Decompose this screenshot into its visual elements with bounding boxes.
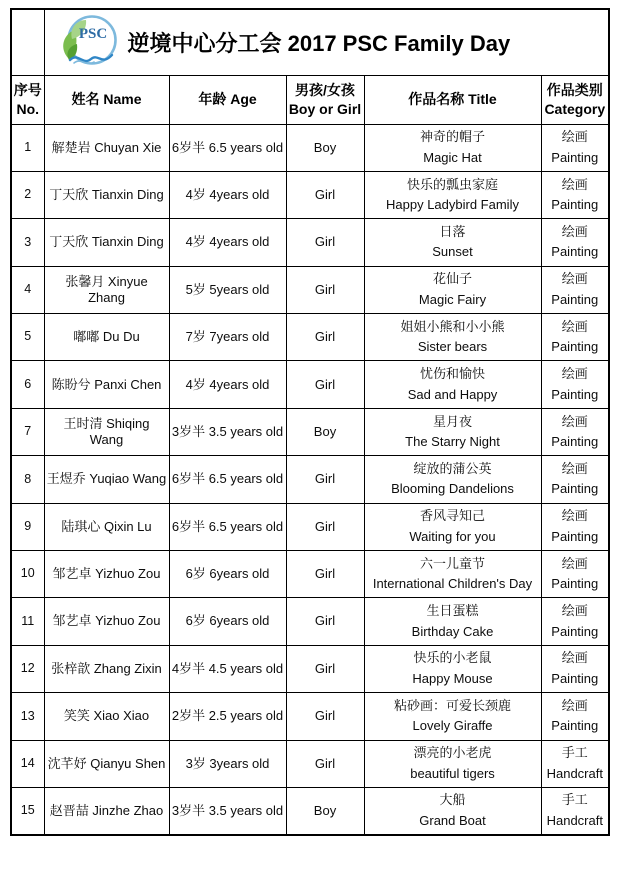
cell-gender: Girl xyxy=(286,598,364,645)
cell-category-line: 绘画 xyxy=(561,223,588,239)
cell-category-line: 绘画 xyxy=(561,129,588,145)
cell-age: 3岁半 3.5 years old xyxy=(169,408,286,455)
table-row xyxy=(11,551,609,598)
cell-category-line: Handcraft xyxy=(546,765,603,781)
cell-title-line: Sad and Happy xyxy=(407,386,498,402)
cell-category-line: 绘画 xyxy=(561,508,588,524)
cell-no: 3 xyxy=(11,219,44,266)
cell-title-line: 六一儿童节 xyxy=(419,555,485,571)
cell-age: 6岁 6years old xyxy=(169,598,286,645)
cell-no: 13 xyxy=(11,693,44,740)
cell-no: 14 xyxy=(11,740,44,787)
cell-category-line: Painting xyxy=(551,434,599,450)
cell-no: 6 xyxy=(11,361,44,408)
cell-title-line: 粘砂画：可爱长颈鹿 xyxy=(393,697,511,713)
table-row xyxy=(11,124,609,171)
table-row xyxy=(11,314,609,361)
cell-title-line: Blooming Dandelions xyxy=(391,481,514,497)
cell-gender: Girl xyxy=(286,361,364,408)
cell-category xyxy=(541,740,609,787)
cell-title xyxy=(364,124,541,171)
table-row xyxy=(11,408,609,455)
cell-category-line: 手工 xyxy=(561,745,588,761)
cell-title xyxy=(364,219,541,266)
cell-title-line: Lovely Giraffe xyxy=(412,718,493,734)
cell-title-line: 神奇的帽子 xyxy=(419,129,485,145)
cell-title-line: 星月夜 xyxy=(432,413,472,429)
cell-category-line: Painting xyxy=(551,718,599,734)
cell-gender: Boy xyxy=(286,787,364,834)
cell-category xyxy=(541,551,609,598)
cell-title-line: 绽放的蒲公英 xyxy=(413,460,492,476)
cell-age: 5岁 5years old xyxy=(169,266,286,313)
cell-title-line: Waiting for you xyxy=(409,528,496,544)
cell-name: 邹艺卓 Yizhuo Zou xyxy=(44,598,169,645)
cell-category-line: 绘画 xyxy=(561,555,588,571)
column-header-line: Category xyxy=(544,100,606,117)
column-header-title xyxy=(364,75,541,124)
cell-age: 6岁半 6.5 years old xyxy=(169,503,286,550)
table-row xyxy=(11,503,609,550)
cell-age: 3岁半 3.5 years old xyxy=(169,787,286,834)
cell-title-line: International Children's Day xyxy=(372,576,533,592)
cell-title xyxy=(364,787,541,834)
cell-title-line: Magic Fairy xyxy=(418,291,487,307)
cell-age: 6岁半 6.5 years old xyxy=(169,456,286,503)
column-header-age xyxy=(169,75,286,124)
cell-gender: Girl xyxy=(286,503,364,550)
cell-no: 12 xyxy=(11,645,44,692)
cell-category-line: Painting xyxy=(551,386,599,402)
cell-category-line: 绘画 xyxy=(561,650,588,666)
cell-title-line: 忧伤和愉快 xyxy=(419,366,485,382)
cell-name: 丁天欣 Tianxin Ding xyxy=(44,171,169,218)
cell-category-line: 手工 xyxy=(561,792,588,808)
cell-title-line: Grand Boat xyxy=(419,812,486,828)
cell-title-line: 日落 xyxy=(439,223,466,239)
column-header-line: 年龄 Age xyxy=(198,91,257,108)
cell-category-line: 绘画 xyxy=(561,176,588,192)
cell-title-line: Happy Mouse xyxy=(412,670,493,686)
cell-no: 7 xyxy=(11,408,44,455)
cell-category-line: 绘画 xyxy=(561,366,588,382)
cell-name: 沈芊妤 Qianyu Shen xyxy=(44,740,169,787)
cell-title xyxy=(364,361,541,408)
table-row xyxy=(11,361,609,408)
table-row xyxy=(11,219,609,266)
title-row-empty-cell xyxy=(11,9,44,75)
column-header-line: No. xyxy=(16,100,40,117)
cell-title-line: 香风寻知己 xyxy=(419,508,485,524)
cell-age: 7岁 7years old xyxy=(169,314,286,361)
table-title-cell xyxy=(44,9,609,75)
family-day-table xyxy=(10,8,610,836)
table-row xyxy=(11,645,609,692)
cell-age: 3岁 3years old xyxy=(169,740,286,787)
column-header-line: Boy or Girl xyxy=(288,100,362,117)
cell-category xyxy=(541,598,609,645)
column-header-gender xyxy=(286,75,364,124)
cell-age: 2岁半 2.5 years old xyxy=(169,693,286,740)
cell-age: 4岁 4years old xyxy=(169,219,286,266)
cell-name: 陈盼兮 Panxi Chen xyxy=(44,361,169,408)
cell-category-line: 绘画 xyxy=(561,413,588,429)
cell-no: 4 xyxy=(11,266,44,313)
header-row xyxy=(11,75,609,124)
cell-no: 2 xyxy=(11,171,44,218)
cell-category xyxy=(541,124,609,171)
column-header-category xyxy=(541,75,609,124)
cell-category-line: Painting xyxy=(551,528,599,544)
cell-gender: Girl xyxy=(286,456,364,503)
cell-category xyxy=(541,693,609,740)
cell-category-line: Painting xyxy=(551,197,599,213)
cell-title-line: 花仙子 xyxy=(432,271,472,287)
table-row xyxy=(11,171,609,218)
column-header-line: 作品类别 xyxy=(546,81,603,98)
cell-name: 丁天欣 Tianxin Ding xyxy=(44,219,169,266)
table-row xyxy=(11,598,609,645)
table-row xyxy=(11,693,609,740)
cell-gender: Girl xyxy=(286,266,364,313)
cell-age: 6岁半 6.5 years old xyxy=(169,124,286,171)
cell-gender: Girl xyxy=(286,645,364,692)
cell-name: 解楚岩 Chuyan Xie xyxy=(44,124,169,171)
cell-category-line: 绘画 xyxy=(561,603,588,619)
column-header-name xyxy=(44,75,169,124)
cell-title-line: beautiful tigers xyxy=(410,765,495,781)
cell-no: 15 xyxy=(11,787,44,834)
table-row xyxy=(11,456,609,503)
cell-no: 8 xyxy=(11,456,44,503)
cell-category xyxy=(541,219,609,266)
column-header-line: 序号 xyxy=(13,81,42,98)
cell-category xyxy=(541,787,609,834)
cell-category-line: 绘画 xyxy=(561,697,588,713)
cell-category xyxy=(541,361,609,408)
column-header-no xyxy=(11,75,44,124)
cell-category-line: 绘画 xyxy=(561,318,588,334)
cell-name: 王煜乔 Yuqiao Wang xyxy=(44,456,169,503)
cell-category-line: 绘画 xyxy=(561,271,588,287)
cell-gender: Girl xyxy=(286,171,364,218)
cell-title xyxy=(364,645,541,692)
cell-title-line: Sister bears xyxy=(417,339,488,355)
cell-age: 4岁半 4.5 years old xyxy=(169,645,286,692)
cell-title xyxy=(364,408,541,455)
cell-title xyxy=(364,314,541,361)
table-row xyxy=(11,787,609,834)
cell-name: 张馨月 Xinyue Zhang xyxy=(44,266,169,313)
cell-title xyxy=(364,503,541,550)
column-header-line: 男孩/女孩 xyxy=(295,81,355,98)
cell-category xyxy=(541,503,609,550)
cell-gender: Girl xyxy=(286,219,364,266)
cell-gender: Boy xyxy=(286,124,364,171)
cell-category-line: Painting xyxy=(551,481,599,497)
cell-category xyxy=(541,408,609,455)
cell-title-line: The Starry Night xyxy=(405,434,500,450)
cell-category-line: Painting xyxy=(551,576,599,592)
cell-title xyxy=(364,456,541,503)
cell-name: 嘟嘟 Du Du xyxy=(44,314,169,361)
cell-category xyxy=(541,266,609,313)
psc-logo-icon xyxy=(57,13,119,71)
cell-category-line: Painting xyxy=(551,670,599,686)
cell-name: 王时清 Shiqing Wang xyxy=(44,408,169,455)
cell-name: 张梓歆 Zhang Zixin xyxy=(44,645,169,692)
cell-title xyxy=(364,598,541,645)
cell-category-line: 绘画 xyxy=(561,460,588,476)
cell-gender: Girl xyxy=(286,551,364,598)
title-row xyxy=(11,9,609,75)
psc-logo-text: PSC xyxy=(78,26,107,43)
table-row xyxy=(11,266,609,313)
cell-category xyxy=(541,456,609,503)
document-title: 逆境中心分工会 2017 PSC Family Day xyxy=(127,30,511,56)
cell-title xyxy=(364,266,541,313)
cell-no: 1 xyxy=(11,124,44,171)
cell-title-line: Happy Ladybird Family xyxy=(386,197,519,213)
cell-category xyxy=(541,314,609,361)
cell-gender: Girl xyxy=(286,314,364,361)
cell-name: 陆琪心 Qixin Lu xyxy=(44,503,169,550)
cell-title-line: 大船 xyxy=(439,792,466,808)
cell-category xyxy=(541,645,609,692)
cell-name: 赵晋喆 Jinzhe Zhao xyxy=(44,787,169,834)
column-header-line: 姓名 Name xyxy=(71,91,142,108)
cell-title-line: Birthday Cake xyxy=(411,623,494,639)
column-header-line: 作品名称 Title xyxy=(408,91,497,108)
cell-category xyxy=(541,171,609,218)
cell-title-line: 快乐的瓢虫家庭 xyxy=(406,176,498,192)
cell-title-line: 漂亮的小老虎 xyxy=(413,745,492,761)
cell-title xyxy=(364,171,541,218)
cell-category-line: Painting xyxy=(551,149,599,165)
cell-title xyxy=(364,740,541,787)
cell-title xyxy=(364,693,541,740)
cell-no: 11 xyxy=(11,598,44,645)
cell-category-line: Painting xyxy=(551,244,599,260)
cell-category-line: Painting xyxy=(551,623,599,639)
cell-age: 4岁 4years old xyxy=(169,171,286,218)
cell-age: 4岁 4years old xyxy=(169,361,286,408)
cell-gender: Girl xyxy=(286,740,364,787)
cell-category-line: Painting xyxy=(551,291,599,307)
table-row xyxy=(11,740,609,787)
cell-gender: Girl xyxy=(286,693,364,740)
cell-title-line: 生日蛋糕 xyxy=(426,603,479,619)
cell-title-line: 快乐的小老鼠 xyxy=(413,650,492,666)
cell-no: 10 xyxy=(11,551,44,598)
cell-title-line: Sunset xyxy=(432,244,473,260)
cell-no: 5 xyxy=(11,314,44,361)
cell-title-line: Magic Hat xyxy=(423,149,482,165)
cell-title xyxy=(364,551,541,598)
cell-title-line: 姐姐小熊和小小熊 xyxy=(400,318,505,334)
cell-age: 6岁 6years old xyxy=(169,551,286,598)
cell-name: 邹艺卓 Yizhuo Zou xyxy=(44,551,169,598)
cell-name: 笑笑 Xiao Xiao xyxy=(44,693,169,740)
cell-gender: Boy xyxy=(286,408,364,455)
cell-category-line: Painting xyxy=(551,339,599,355)
cell-category-line: Handcraft xyxy=(546,812,603,828)
table-body xyxy=(11,124,609,835)
cell-no: 9 xyxy=(11,503,44,550)
